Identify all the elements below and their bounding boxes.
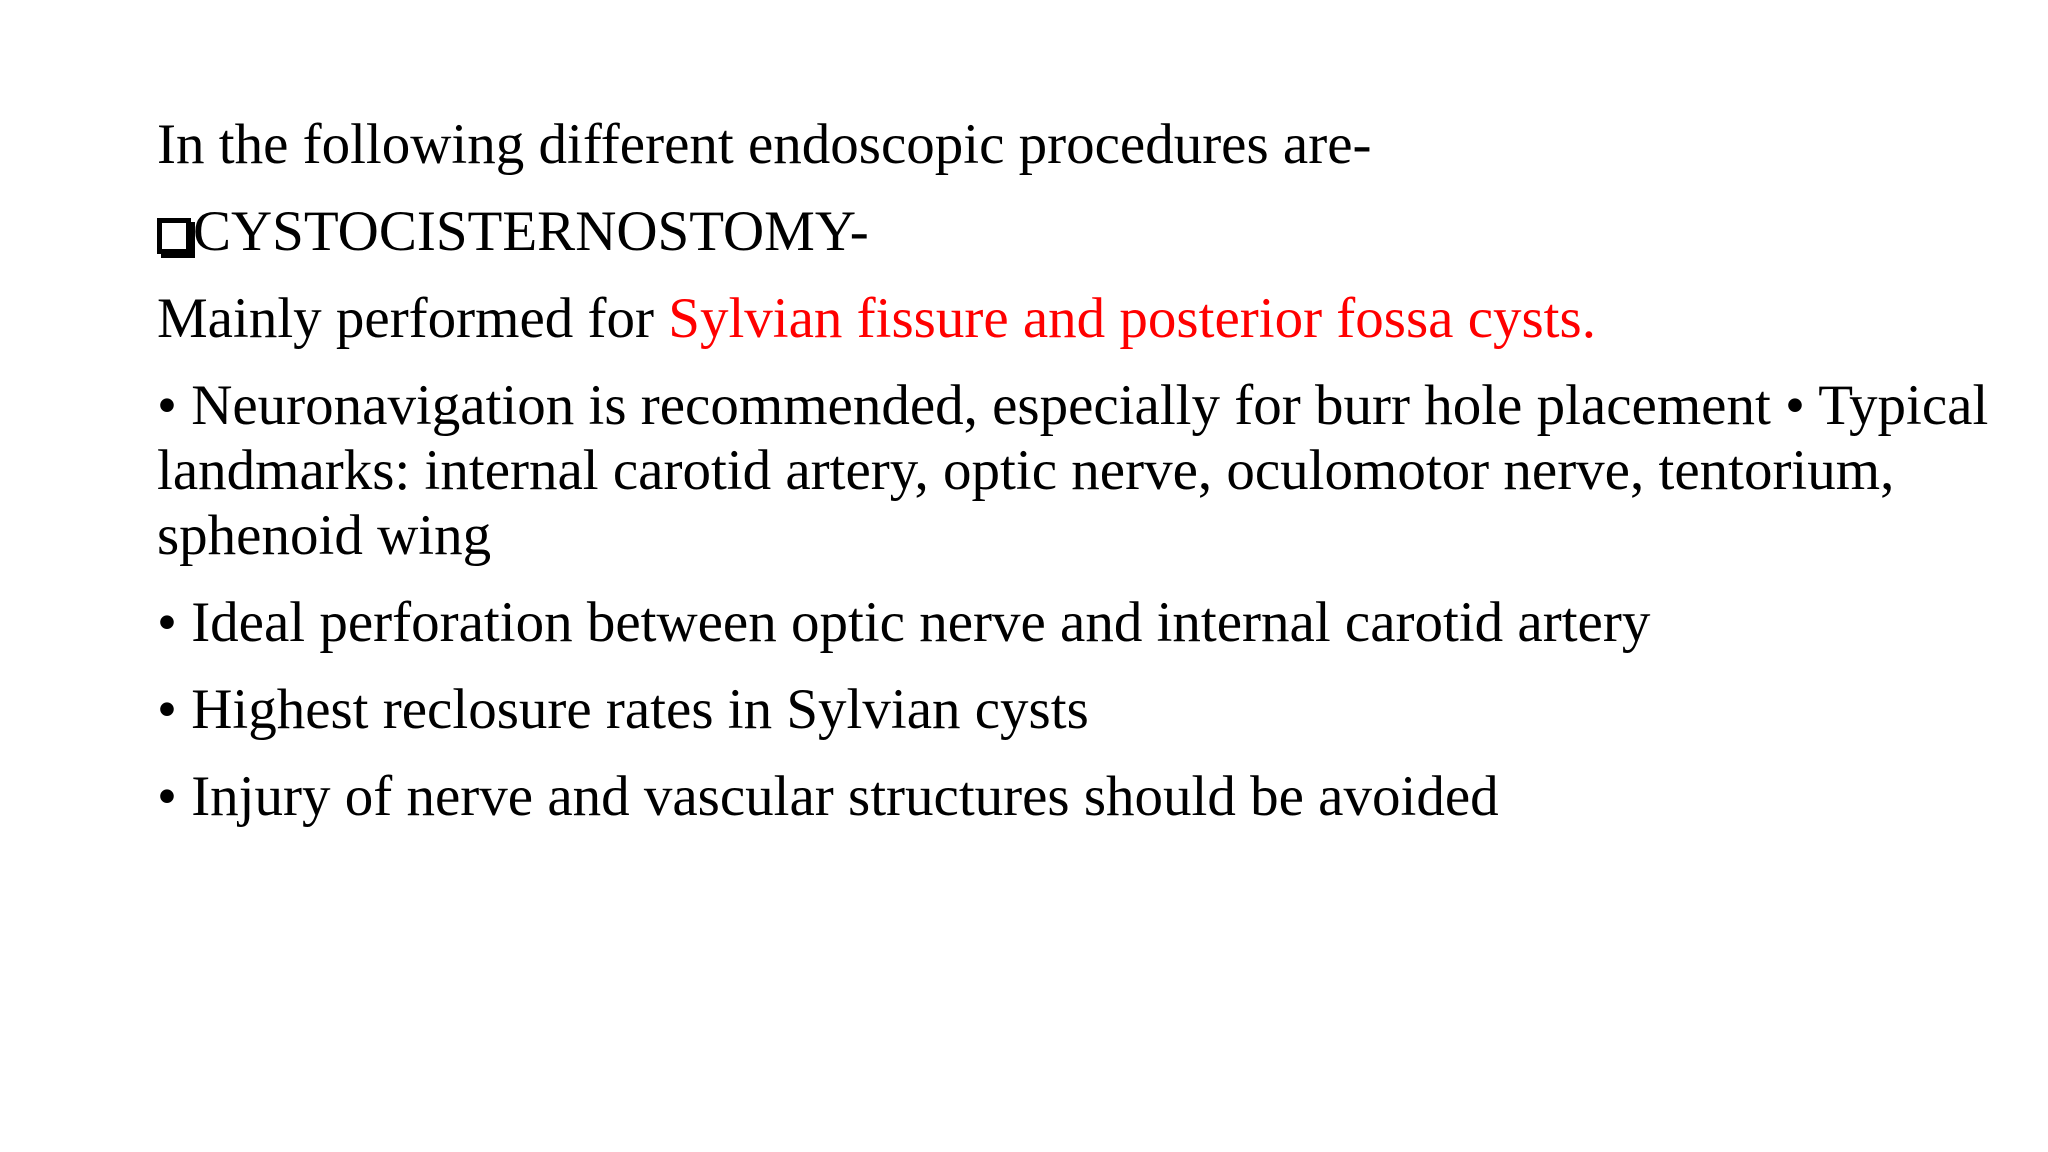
procedure-heading-text: CYSTOCISTERNOSTOMY-	[193, 200, 869, 263]
indication-prefix: Mainly performed for	[157, 287, 669, 350]
bullet-item: • Injury of nerve and vascular structures should be avoided	[157, 765, 1499, 828]
intro-text: In the following different endoscopic procedures are-	[157, 113, 1372, 176]
bullet-item: • Ideal perforation between optic nerve and internal carotid artery	[157, 591, 1651, 654]
bullet-item: • Highest reclosure rates in Sylvian cysts	[157, 678, 1089, 741]
procedure-heading	[157, 199, 1997, 264]
checkbox-square-icon	[157, 218, 191, 254]
indication-highlight: Sylvian fissure and posterior fossa cysts.	[668, 287, 1596, 350]
slide-content	[157, 112, 1997, 851]
indication-line	[157, 286, 1997, 351]
bullet-item: • Neuronavigation is recommended, especially for burr hole placement • Typical landmarks: internal carotid artery, optic nerve, oculomotor nerve, tentorium, sphenoid wing	[157, 374, 1989, 567]
